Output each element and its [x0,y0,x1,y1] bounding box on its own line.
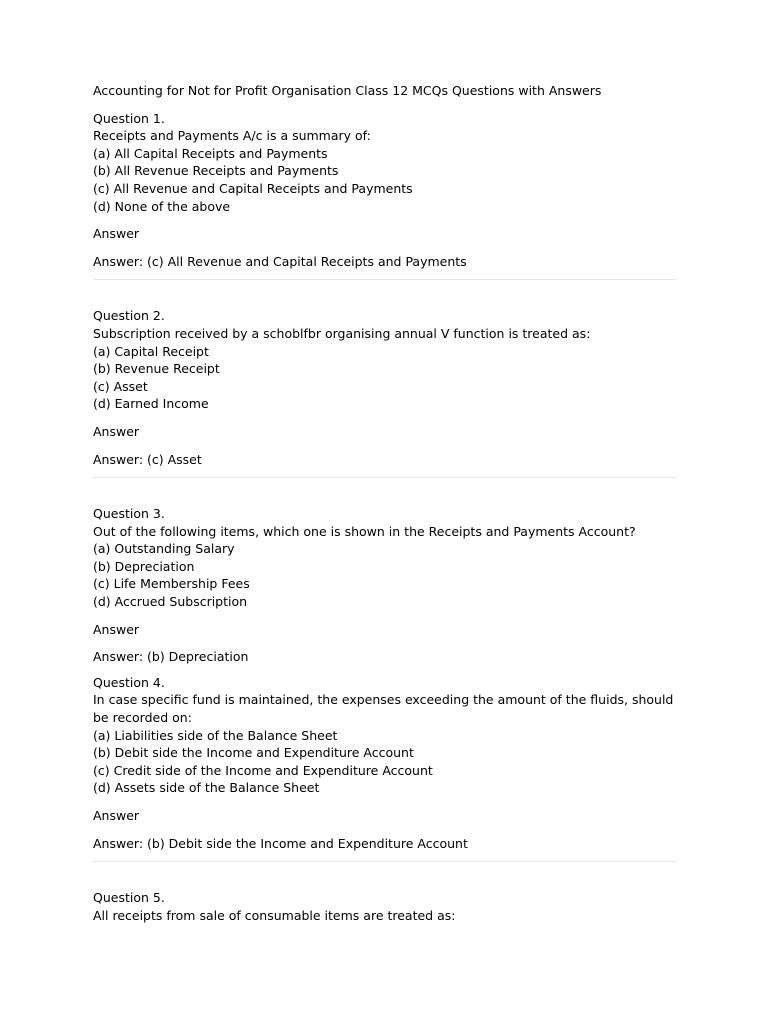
option-d: (d) None of the above [93,198,231,214]
option-c: (c) Credit side of the Income and Expenditure Account [93,762,433,778]
option-c: (c) Asset [93,378,148,394]
option-d: (d) Accrued Subscription [93,594,248,610]
document-title: Accounting for Not for Profit Organisation Class 12 MCQs Questions with Answers [93,83,602,98]
question-number: Question 3. [93,506,165,522]
option-b: (b) Debit side the Income and Expenditure Account [93,745,414,761]
question-text: Receipts and Payments A/c is a summary of: [93,128,371,144]
question-text: Out of the following items, which one is shown in the Receipts and Payments Account? [93,523,636,539]
question-block-5 [93,889,676,924]
answer-toggle[interactable]: Answer [93,226,140,242]
question-number: Question 5. [93,890,165,906]
answer-text: Answer: (c) Asset [93,451,202,467]
option-a: (a) Capital Receipt [93,343,209,359]
answer-toggle[interactable]: Answer [93,423,140,439]
answer-text: Answer: (b) Debit side the Income and Expenditure Account [93,835,468,851]
option-d: (d) Earned Income [93,396,209,412]
document-page [93,82,676,924]
option-c: (c) Life Membership Fees [93,576,250,592]
question-text: In case specific fund is maintained, the expenses exceeding the amount of the fluids, should be recorded on: [93,692,674,726]
question-block-2 [93,307,676,478]
option-b: (b) Revenue Receipt [93,361,220,377]
option-d: (d) Assets side of the Balance Sheet [93,780,320,796]
question-number: Question 1. [93,110,165,126]
answer-toggle[interactable]: Answer [93,621,140,637]
question-block-3 [93,505,676,666]
answer-text: Answer: (c) All Revenue and Capital Receipts and Payments [93,253,467,269]
question-text: All receipts from sale of consumable items are treated as: [93,907,456,923]
option-c: (c) All Revenue and Capital Receipts and Payments [93,180,413,196]
option-a: (a) Outstanding Salary [93,541,235,557]
option-b: (b) Depreciation [93,558,195,574]
question-block-1 [93,110,676,281]
answer-text: Answer: (b) Depreciation [93,649,249,665]
answer-toggle[interactable]: Answer [93,808,140,823]
question-number: Question 2. [93,308,165,324]
option-a: (a) Liabilities side of the Balance Sheet [93,727,338,743]
question-block-4 [93,674,676,862]
option-b: (b) All Revenue Receipts and Payments [93,163,339,179]
question-number: Question 4. [93,674,165,690]
option-a: (a) All Capital Receipts and Payments [93,145,328,161]
question-text: Subscription received by a schoblfbr organising annual V function is treated as: [93,325,591,341]
